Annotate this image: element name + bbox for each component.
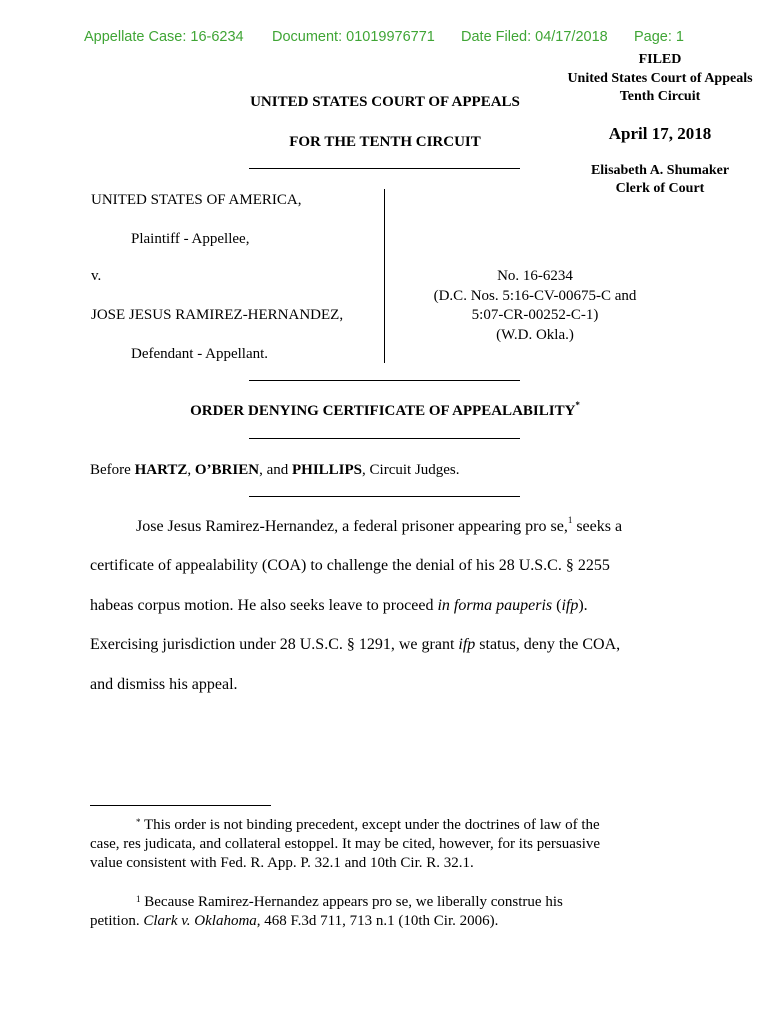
- filed-court: United States Court of Appeals: [567, 71, 753, 86]
- judge-phillips: PHILLIPS: [292, 462, 363, 478]
- plaintiff-role: Plaintiff - Appellee,: [131, 231, 250, 247]
- footnote-1-text1: Because Ramirez-Hernandez appears pro se, we liberally construe his: [140, 894, 563, 910]
- footnote-1-text2a: petition.: [90, 913, 144, 929]
- rule-caption-bottom: [249, 380, 520, 381]
- body-line-3b: (: [552, 597, 562, 614]
- body-line-4a: Exercising jurisdiction under 28 U.S.C. § 1291, we grant: [90, 636, 459, 653]
- court-title-line1: UNITED STATES COURT OF APPEALS: [250, 94, 520, 110]
- header-date-filed: Date Filed: 04/17/2018: [461, 29, 608, 45]
- footnote-star-mark: *: [136, 817, 141, 827]
- body-line-5: and dismiss his appeal.: [90, 676, 238, 693]
- body-line-3a: habeas corpus motion. He also seeks leave to proceed: [90, 597, 438, 614]
- footnote-1-mark: 1: [136, 894, 141, 904]
- filed-label: FILED: [638, 52, 682, 67]
- footnote-star-line1: [136, 816, 600, 834]
- body-ifp-status: ifp: [458, 636, 476, 653]
- footnote-1-line1: [136, 893, 563, 911]
- rule-panel: [249, 496, 520, 497]
- footnote-separator: [90, 805, 271, 806]
- body-line-3: [90, 597, 588, 615]
- caption-divider: [384, 189, 385, 363]
- footnote-ref-1: 1: [567, 515, 573, 525]
- footnote-star-line3: value consistent with Fed. R. App. P. 32.1 and 10th Cir. R. 32.1.: [90, 855, 474, 871]
- panel-before: Before: [90, 462, 135, 478]
- order-title-footnote-mark: *: [575, 400, 580, 410]
- panel-sep2: , and: [259, 462, 292, 478]
- footnote-star-text1: This order is not binding precedent, except under the doctrines of law of the: [140, 817, 600, 833]
- body-line-1: [136, 515, 623, 536]
- body-ifp-phrase: in forma pauperis: [437, 597, 553, 614]
- footnote-1-citation: , 468 F.3d 711, 713 n.1 (10th Cir. 2006).: [256, 913, 499, 929]
- versus: v.: [91, 268, 102, 284]
- defendant-name: JOSE JESUS RAMIREZ-HERNANDEZ,: [91, 307, 344, 323]
- footnote-1-case-name: Clark v. Oklahoma: [143, 913, 257, 929]
- defendant-role: Defendant - Appellant.: [131, 346, 269, 362]
- dc-numbers-2: 5:07-CR-00252-C-1): [471, 307, 599, 323]
- filed-circuit: Tenth Circuit: [619, 89, 701, 104]
- body-line-4: [90, 636, 620, 654]
- body-ifp-abbrev: ifp: [561, 597, 579, 614]
- court-title-line2: FOR THE TENTH CIRCUIT: [289, 134, 481, 150]
- header-page: Page: 1: [634, 29, 684, 45]
- judge-obrien: O’BRIEN: [194, 462, 260, 478]
- body-line-3c: ).: [578, 597, 588, 614]
- order-title: [90, 400, 680, 420]
- case-number: No. 16-6234: [497, 268, 573, 284]
- plaintiff-name: UNITED STATES OF AMERICA,: [91, 192, 302, 208]
- dc-numbers-1: (D.C. Nos. 5:16-CV-00675-C and: [433, 288, 637, 304]
- clerk-title: Clerk of Court: [615, 181, 705, 196]
- header-case: Appellate Case: 16-6234: [84, 29, 244, 45]
- panel-line: [90, 462, 460, 479]
- judge-hartz: HARTZ: [134, 462, 188, 478]
- panel-suffix: , Circuit Judges.: [362, 462, 460, 478]
- filed-date: April 17, 2018: [608, 124, 712, 143]
- district: (W.D. Okla.): [496, 327, 574, 343]
- body-line-4b: status, deny the COA,: [475, 636, 621, 653]
- footnote-star-line2: case, res judicata, and collateral estoppel. It may be cited, however, for its persuasive: [90, 836, 601, 852]
- body-line-2: certificate of appealability (COA) to challenge the denial of his 28 U.S.C. § 2255: [90, 557, 610, 574]
- rule-order-title: [249, 438, 520, 439]
- rule-top: [249, 168, 520, 169]
- footnote-1-line2: [90, 912, 498, 930]
- header-document: Document: 01019976771: [272, 29, 435, 45]
- body-line-1b: seeks a: [572, 518, 623, 535]
- clerk-name: Elisabeth A. Shumaker: [590, 163, 730, 178]
- panel-sep1: ,: [187, 462, 195, 478]
- order-title-text: ORDER DENYING CERTIFICATE OF APPEALABILITY: [190, 403, 576, 419]
- body-line-1a: Jose Jesus Ramirez-Hernandez, a federal prisoner appearing pro se,: [136, 518, 568, 535]
